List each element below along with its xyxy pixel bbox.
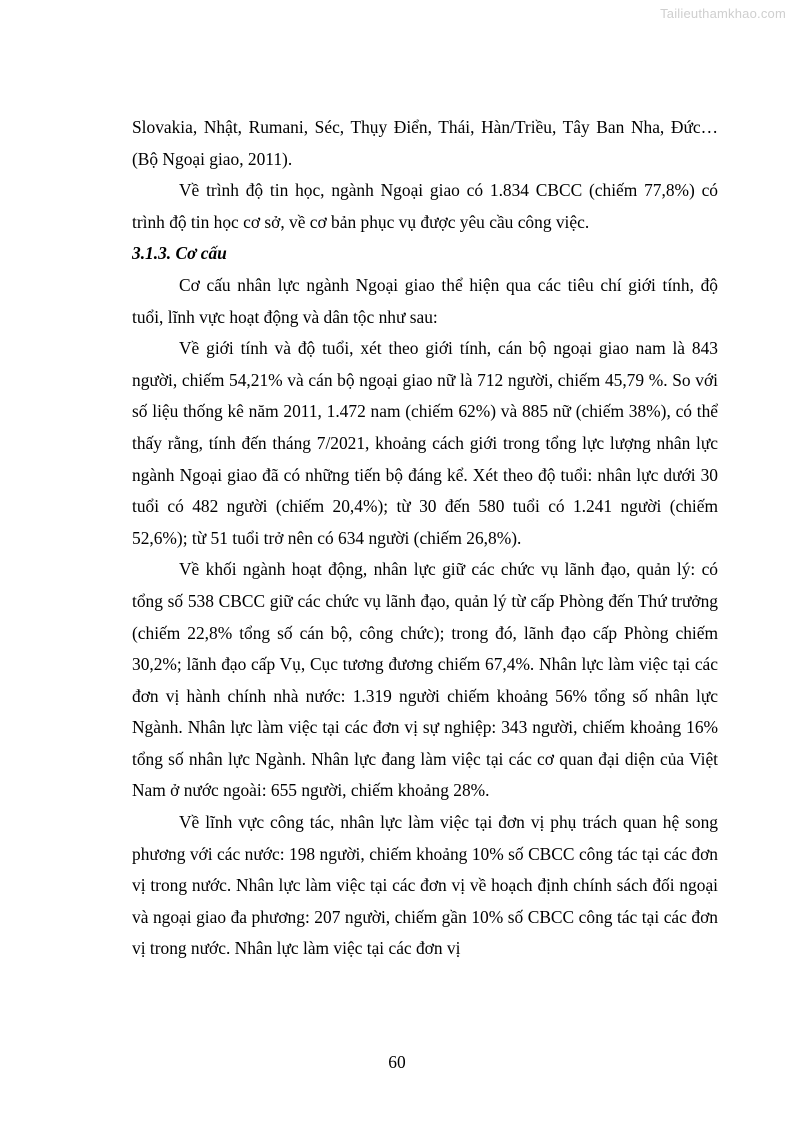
watermark-text: Tailieuthamkhao.com: [660, 6, 786, 21]
document-body: [132, 112, 718, 965]
page-number: 60: [388, 1052, 406, 1072]
paragraph-gender-age: Về giới tính và độ tuổi, xét theo giới tính, cán bộ ngoại giao nam là 843 người, chiếm 54,21% và cán bộ ngoại giao nữ là 712 người, chiếm 45,79 %. So với số liệu thống kê năm 2011, 1.472 nam (chiếm 62%) và 885 nữ (chiếm 38%), có thể thấy rằng, tính đến tháng 7/2021, khoảng cách giới trong tổng lực lượng nhân lực ngành Ngoại giao đã có những tiến bộ đáng kể. Xét theo độ tuổi: nhân lực dưới 30 tuổi có 482 người (chiếm 20,4%); từ 30 đến 580 tuổi có 1.241 người (chiếm 52,6%); từ 51 tuổi trở nên có 634 người (chiếm 26,8%).: [132, 338, 718, 548]
section-heading: 3.1.3. Cơ cấu: [132, 243, 227, 264]
paragraph-work-field: Về lĩnh vực công tác, nhân lực làm việc tại đơn vị phụ trách quan hệ song phương với các nước: 198 người, chiếm khoảng 10% số CBCC công tác tại các đơn vị trong nước. Nhân lực làm việc tại các đơn vị về hoạch định chính sách đối ngoại và ngoại giao đa phương: 207 người, chiếm gần 10% số CBCC công tác tại các đơn vị trong nước. Nhân lực làm việc tại các đơn vị: [132, 812, 718, 959]
paragraph-leadership: Về khối ngành hoạt động, nhân lực giữ các chức vụ lãnh đạo, quản lý: có tổng số 538 CBCC giữ các chức vụ lãnh đạo, quản lý từ cấp Phòng đến Thứ trưởng (chiếm 22,8% tổng số cán bộ, công chức); trong đó, lãnh đạo cấp Phòng chiếm 30,2%; lãnh đạo cấp Vụ, Cục tương đương chiếm 67,4%. Nhân lực làm việc tại các đơn vị hành chính nhà nước: 1.319 người chiếm khoảng 56% tổng số nhân lực Ngành. Nhân lực làm việc tại các đơn vị sự nghiệp: 343 người, chiếm khoảng 16% tổng số nhân lực Ngành. Nhân lực đang làm việc tại các cơ quan đại diện của Việt Nam ở nước ngoài: 655 người, chiếm khoảng 28%.: [132, 559, 718, 801]
paragraph-it-skills: Về trình độ tin học, ngành Ngoại giao có 1.834 CBCC (chiếm 77,8%) có trình độ tin học cơ sở, về cơ bản phục vụ được yêu cầu công việc.: [132, 180, 718, 232]
paragraph-structure-intro: Cơ cấu nhân lực ngành Ngoại giao thể hiện qua các tiêu chí giới tính, độ tuổi, lĩnh vực hoạt động và dân tộc như sau:: [132, 274, 718, 327]
paragraph-continued: Slovakia, Nhật, Rumani, Séc, Thụy Điển, Thái, Hàn/Triều, Tây Ban Nha, Đức…(Bộ Ngoại giao, 2011).: [132, 117, 718, 169]
